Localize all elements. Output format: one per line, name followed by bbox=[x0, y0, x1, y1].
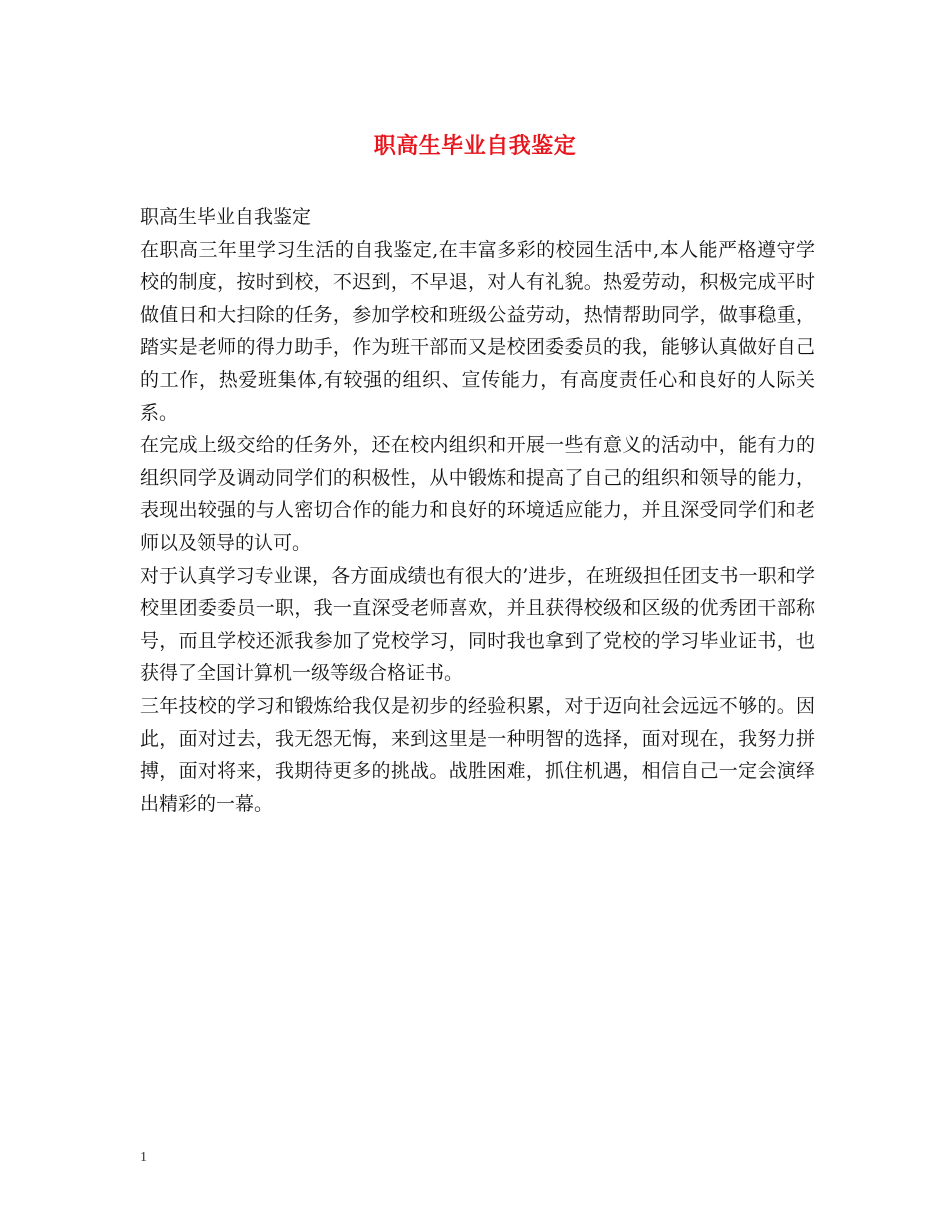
body-paragraph-heading: 职高生毕业自我鉴定 bbox=[140, 206, 312, 228]
document-title: 职高生毕业自我鉴定 bbox=[373, 133, 577, 159]
body-paragraph: 对于认真学习专业课，各方面成绩也有很大的’进步，在班级担任团支书一职和学校里团委委员一职，我一直深受老师喜欢，并且获得校级和区级的优秀团干部称号，而且学校还派我参加了党校学习，同时我也拿到了党校的学习毕业证书，也获得了全国计算机一级等级合格证书。 bbox=[140, 564, 815, 685]
body-paragraph: 在完成上级交给的任务外，还在校内组织和开展一些有意义的活动中，能有力的组织同学及调动同学们的积极性，从中锻炼和提高了自己的组织和领导的能力，表现出较强的与人密切合作的能力和良好的环境适应能力，并且深受同学们和老师以及领导的认可。 bbox=[140, 434, 815, 554]
body-paragraph: 在职高三年里学习生活的自我鉴定,在丰富多彩的校园生活中,本人能严格遵守学校的制度，按时到校，不迟到，不早退，对人有礼貌。热爱劳动，积极完成平时做值日和大扫除的任务，参加学校和班级公益劳动，热情帮助同学，做事稳重，踏实是老师的得力助手，作为班干部而又是校团委委员的我，能够认真做好自己的工作，热爱班集体,有较强的组织、宣传能力，有高度责任心和良好的人际关系。 bbox=[140, 238, 815, 424]
document-body bbox=[140, 201, 815, 820]
page-number: 1 bbox=[140, 1150, 147, 1165]
body-paragraph: 三年技校的学习和锻炼给我仅是初步的经验积累，对于迈向社会远远不够的。因此，面对过去，我无怨无悔，来到这里是一种明智的选择，面对现在，我努力拼搏，面对将来，我期待更多的挑战。战胜困难，抓住机遇，相信自己一定会演绎出精彩的一幕。 bbox=[140, 694, 815, 815]
